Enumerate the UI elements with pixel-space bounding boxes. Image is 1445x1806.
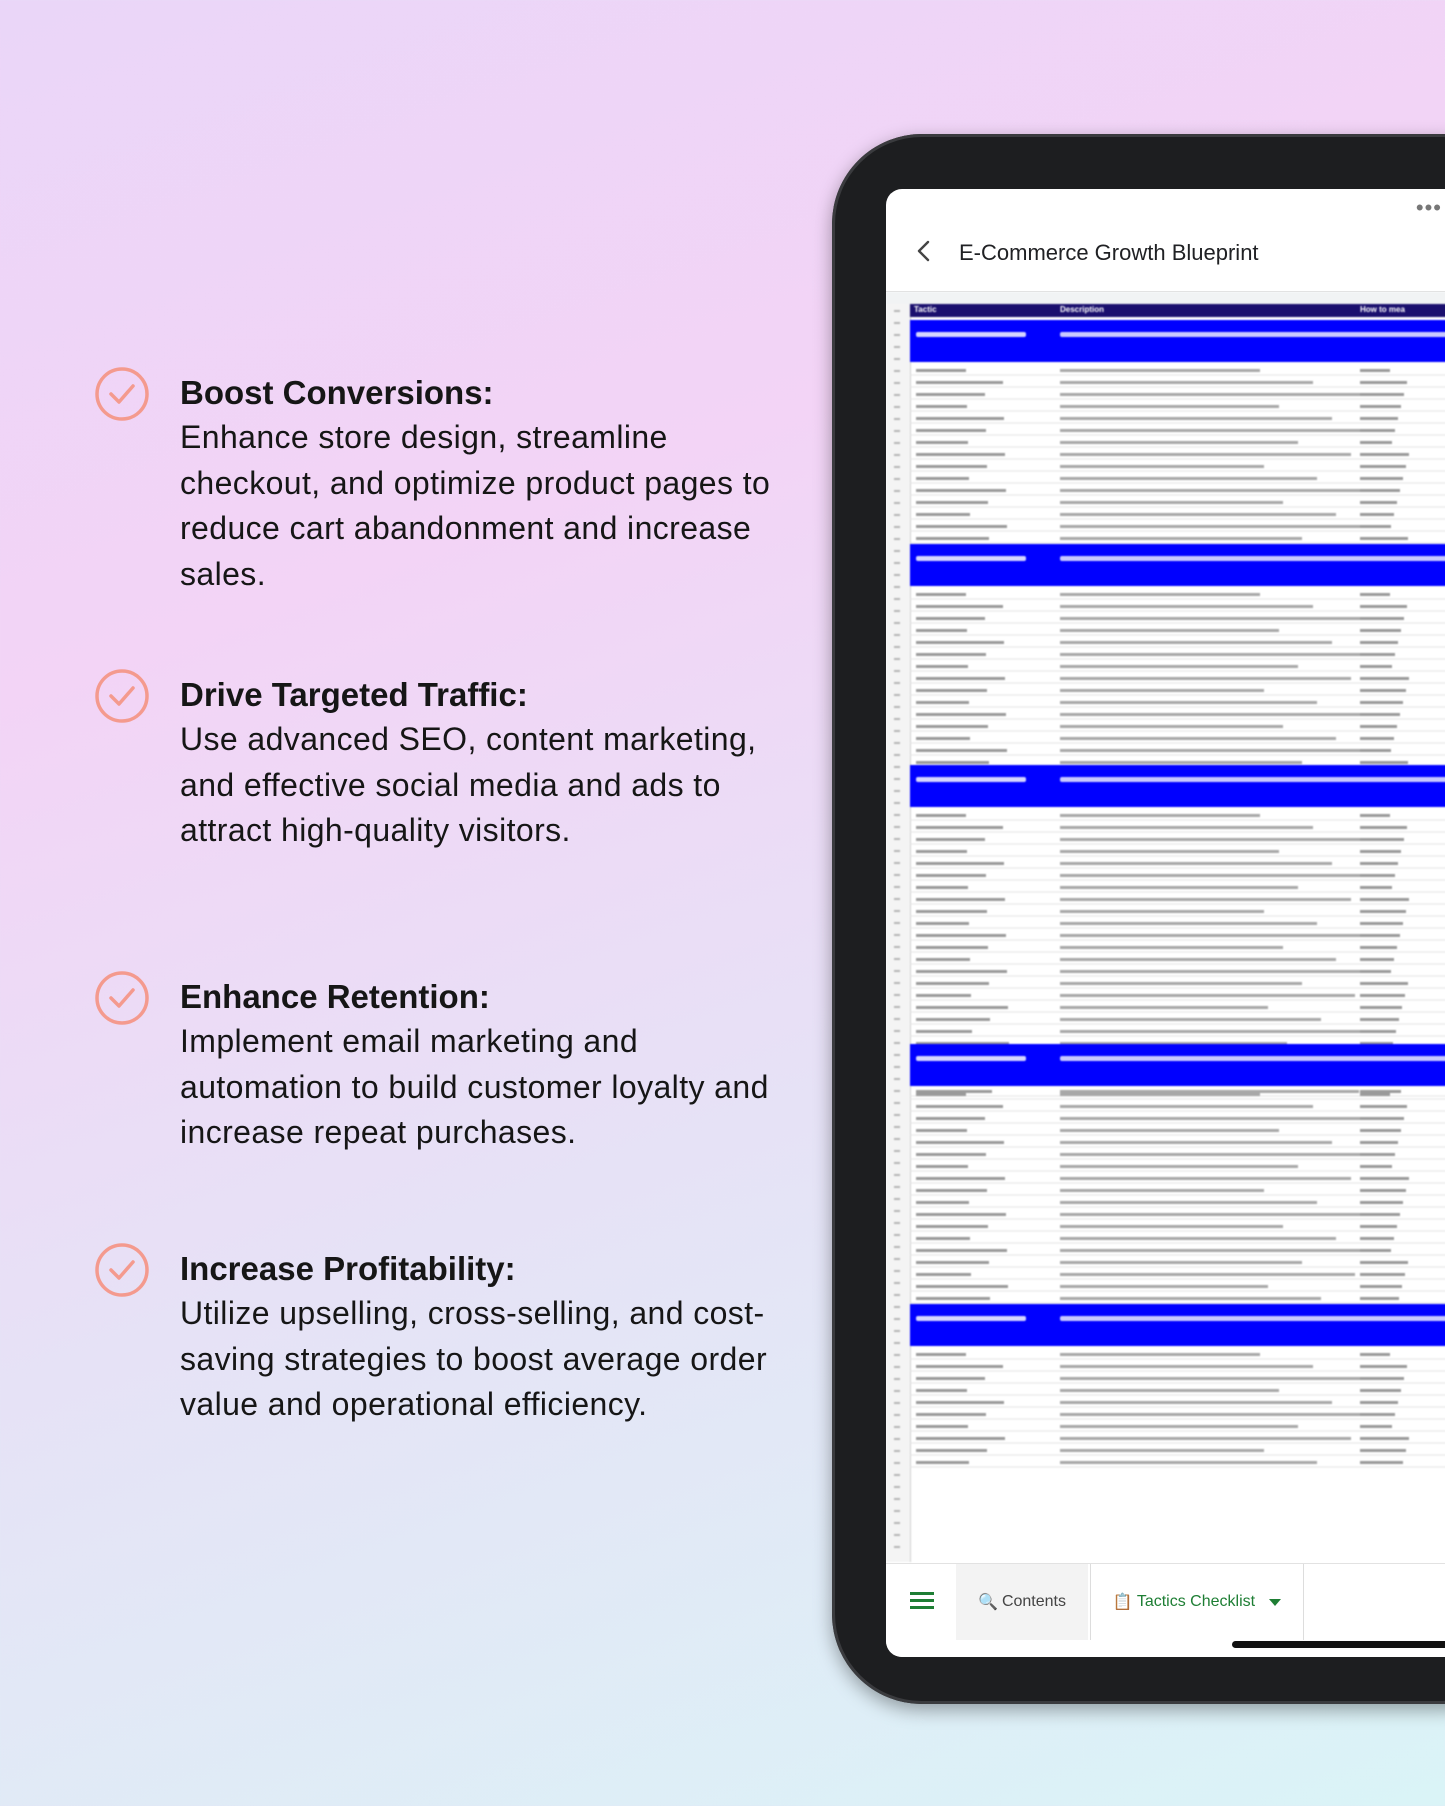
tactic-rows xyxy=(910,1348,1445,1473)
spreadsheet-grid[interactable] xyxy=(886,292,1445,1562)
check-circle-icon xyxy=(94,970,150,1026)
section-header-row xyxy=(910,765,1445,807)
section-header-row xyxy=(910,1044,1445,1086)
home-indicator xyxy=(1232,1641,1445,1648)
section-header-row xyxy=(910,544,1445,586)
feature-description: Enhance store design, streamline checkout, and optimize product pages to reduce cart abandonment and increase sales. xyxy=(180,419,771,592)
back-arrow-icon[interactable] xyxy=(910,237,938,265)
feature-title: Boost Conversions: xyxy=(180,374,494,411)
tactic-rows xyxy=(910,588,1445,785)
tactic-rows xyxy=(910,364,1445,573)
tab-contents[interactable] xyxy=(956,1564,1088,1640)
app-header xyxy=(886,189,1445,292)
feature-title: Increase Profitability: xyxy=(180,1250,516,1287)
row-number-gutter xyxy=(886,304,911,1562)
check-circle-icon xyxy=(94,1242,150,1298)
feature-description: Implement email marketing and automation to build customer loyalty and increase repeat purchases. xyxy=(180,1023,769,1150)
feature-title: Drive Targeted Traffic: xyxy=(180,676,528,713)
column-header-tactic: Tactic xyxy=(914,305,937,314)
chevron-down-icon[interactable] xyxy=(1269,1599,1281,1606)
document-title: E-Commerce Growth Blueprint xyxy=(959,240,1259,265)
tab-tactics-checklist[interactable] xyxy=(1090,1564,1304,1640)
more-options-icon[interactable]: ••• xyxy=(1415,195,1442,220)
tactic-rows xyxy=(910,1088,1445,1333)
tab-label: Contents xyxy=(1001,1593,1066,1610)
all-sheets-menu-icon[interactable] xyxy=(910,1591,934,1611)
section-header-row xyxy=(910,1304,1445,1346)
check-circle-icon xyxy=(94,668,150,724)
check-circle-icon xyxy=(94,366,150,422)
column-header-description: Description xyxy=(1060,305,1105,314)
feature-description: Utilize upselling, cross-selling, and cost-saving strategies to boost average order value and operational efficiency. xyxy=(180,1295,767,1422)
table-header-row xyxy=(910,304,1445,317)
section-header-row xyxy=(910,320,1445,362)
clipboard-icon: 📋 xyxy=(1112,1594,1133,1611)
feature-title: Enhance Retention: xyxy=(180,978,490,1015)
tablet-screen xyxy=(886,189,1445,1657)
magnifier-icon: 🔍 xyxy=(978,1594,998,1611)
column-header-measure: How to mea xyxy=(1360,305,1405,314)
feature-description: Use advanced SEO, content marketing, and effective social media and ads to attract high-quality visitors. xyxy=(180,721,757,848)
tab-label: Tactics Checklist xyxy=(1136,1593,1256,1610)
